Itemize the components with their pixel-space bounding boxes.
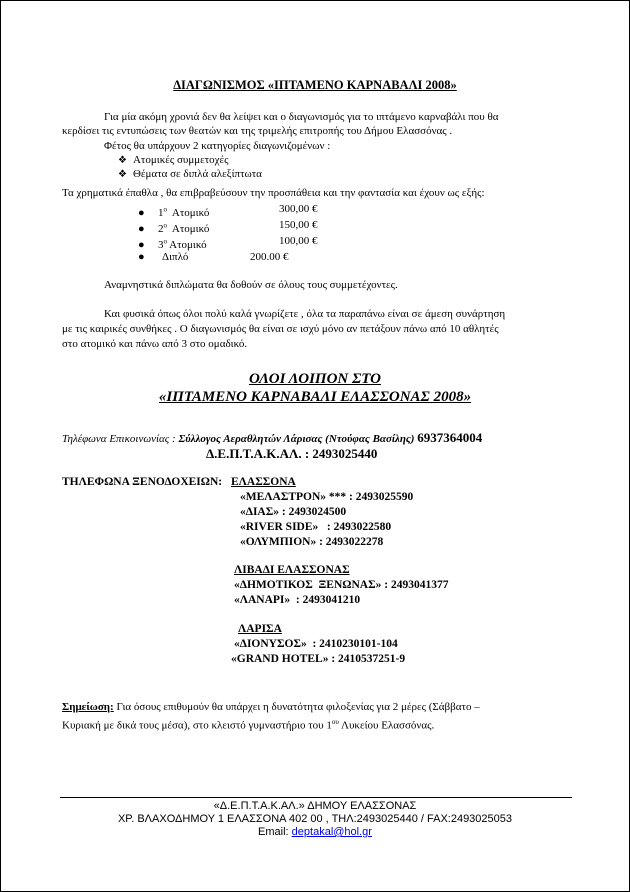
note-text: Λυκείου Ελασσόνας. [338,719,435,732]
prize-label: Διπλό [162,251,189,263]
prize-amount: 100,00 € [279,235,318,247]
prizes-intro: Τα χρηματικά έπαθλα , θα επιβραβεύσουν την προσπάθεια και την φαντασία και έχουν ως εξής: [62,187,485,199]
prize-amount: 200.00 € [250,251,289,263]
prize-amount: 150,00 € [279,219,318,231]
hotel-entry: «ΜΕΛΑΣΤΡΟΝ» *** : 2493025590 [240,491,414,503]
larisa-label: ΛΑΡΙΣΑ [238,623,282,635]
prize-label: $1^o$ Ατομικό [158,205,210,219]
hotels-heading [62,475,296,489]
intro-line-3: Φέτος θα υπάρχουν 2 κατηγορίες διαγωνιζομένων : [104,140,331,152]
intro-line-2: κερδίσει τις εντυπώσεις των θεατών και της τριμελής επιτροπής του Δήμου Ελασσόνας . [62,125,453,137]
prize-row [138,202,318,220]
note-label: Σημείωση: [62,701,114,713]
hotel-entry: «ΔΙΟΝΥΣΟΣ» : 2410230101-104 [234,638,398,650]
prize-label: $2^o$ Ατομικό [158,221,210,235]
slogan-line-1: ΟΛΟΙ ΛΟΙΠΟΝ ΣΤΟ [248,371,382,387]
contact-club-phone: 6937364004 [417,430,483,445]
email-label: Email: [258,826,292,838]
prize-row [138,234,318,252]
category-item [118,153,229,168]
diplomas-text: Αναμνηστικά διπλώματα θα δοθούν σε όλους τους συμμετέχοντες. [104,279,398,291]
contact-deptakal: Δ.Ε.Π.Τ.Α.Κ.ΑΛ. : 2493025440 [206,446,378,461]
hotel-entry: «ΔΗΜΟΤΙΚΟΣ ΞΕΝΩΝΑΣ» : 2493041377 [234,579,449,591]
category-item [118,167,262,182]
email-link[interactable]: deptakal@hol.gr [291,826,372,838]
hotel-entry: «ΟΛΥΜΠΙΟΝ» : 2493022278 [240,536,384,548]
note-line-1 [62,700,480,714]
bullet-icon: ● [138,251,145,263]
contact-line [62,430,482,447]
note-text: Για όσους επιθυμούν θα υπάρχει η δυνατότητα φιλοξενίας για 2 μέρες (Σάββατο – [116,701,480,713]
category-label: Θέματα σε διπλά αλεξίπτωτα [132,168,262,180]
footer-line-3 [0,826,630,839]
footer-divider [60,797,572,798]
livadi-label: ΛΙΒΑΔΙ ΕΛΑΣΣΟΝΑΣ [234,564,350,576]
note-line-2 [62,715,434,733]
footer-line-2: ΧΡ. ΒΛΑΧΟΔΗΜΟΥ 1 ΕΛΑΣΣΟΝΑ 402 00 , ΤΗΛ:2493025440 / FAX:2493025053 [117,813,513,825]
hotel-entry: «ΔΙΑΣ» : 2493024500 [240,506,347,518]
diamond-bullet-icon: ❖ [118,169,127,180]
hotels-heading-label: ΤΗΛΕΦΩΝΑ ΞΕΝΟΔΟΧΕΙΩΝ: [62,476,223,488]
elassona-label: ΕΛΑΣΣΟΝΑ [231,476,296,488]
bullet-icon: ● [138,238,145,251]
note-text: Κυριακή με δικά τους μέσα), στο κλειστό γυμναστήριο του 1 [62,719,332,732]
diamond-bullet-icon: ❖ [118,155,127,166]
contact-club: Σύλλογος Αεραθλητών Λάρισας (Ντούφας Βασίλης) [178,433,415,445]
prize-amount: 300,00 € [279,203,318,215]
footer-line-1: «Δ.Ε.Π.Τ.Α.Κ.ΑΛ.» ΔΗΜΟΥ ΕΛΑΣΣΟΝΑΣ [213,800,417,812]
intro-line-1: Για μία ακόμη χρονιά δεν θα λείψει και ο διαγωνισμός για το ιπτάμενο καρναβάλι που θα [104,111,499,123]
prize-row [138,250,289,264]
document-title: ΔΙΑΓΩΝΙΣΜΟΣ «ΙΠΤΑΜΕΝΟ ΚΑΡΝΑΒΑΛΙ 2008» [173,78,457,92]
hotel-entry: «GRAND HOTEL» : 2410537251-9 [231,653,406,665]
contact-label: Τηλέφωνα Επικοινωνίας : [62,433,176,445]
rules-line-1: Και φυσικά όπως όλοι πολύ καλά γνωρίζετε , όλα τα παραπάνω είναι σε άμεση συνάρτηση [104,308,506,320]
hotel-entry: «RIVER SIDE» : 2493022580 [240,521,392,533]
slogan-line-2: «ΙΠΤΑΜΕΝΟ ΚΑΡΝΑΒΑΛΙ ΕΛΑΣΣΟΝΑΣ 2008» [158,389,472,405]
bullet-icon: ● [138,222,145,235]
category-label: Ατομικές συμμετοχές [132,154,229,166]
bullet-icon: ● [138,206,145,219]
prize-label: $3^o$ Ατομικό [158,237,207,251]
rules-line-3: στο ατομικό και πάνω από 3 στο ομαδικό. [62,338,248,350]
hotel-entry: «ΛΑΝΑΡΙ» : 2493041210 [234,594,361,606]
prize-row [138,218,318,236]
note-superscript: ου [331,718,339,726]
rules-line-2: με τις καιρικές συνθήκες . Ο διαγωνισμός θα είναι σε ισχύ μόνο αν πετάξουν πάνω από 10 αθλητές [62,323,499,335]
